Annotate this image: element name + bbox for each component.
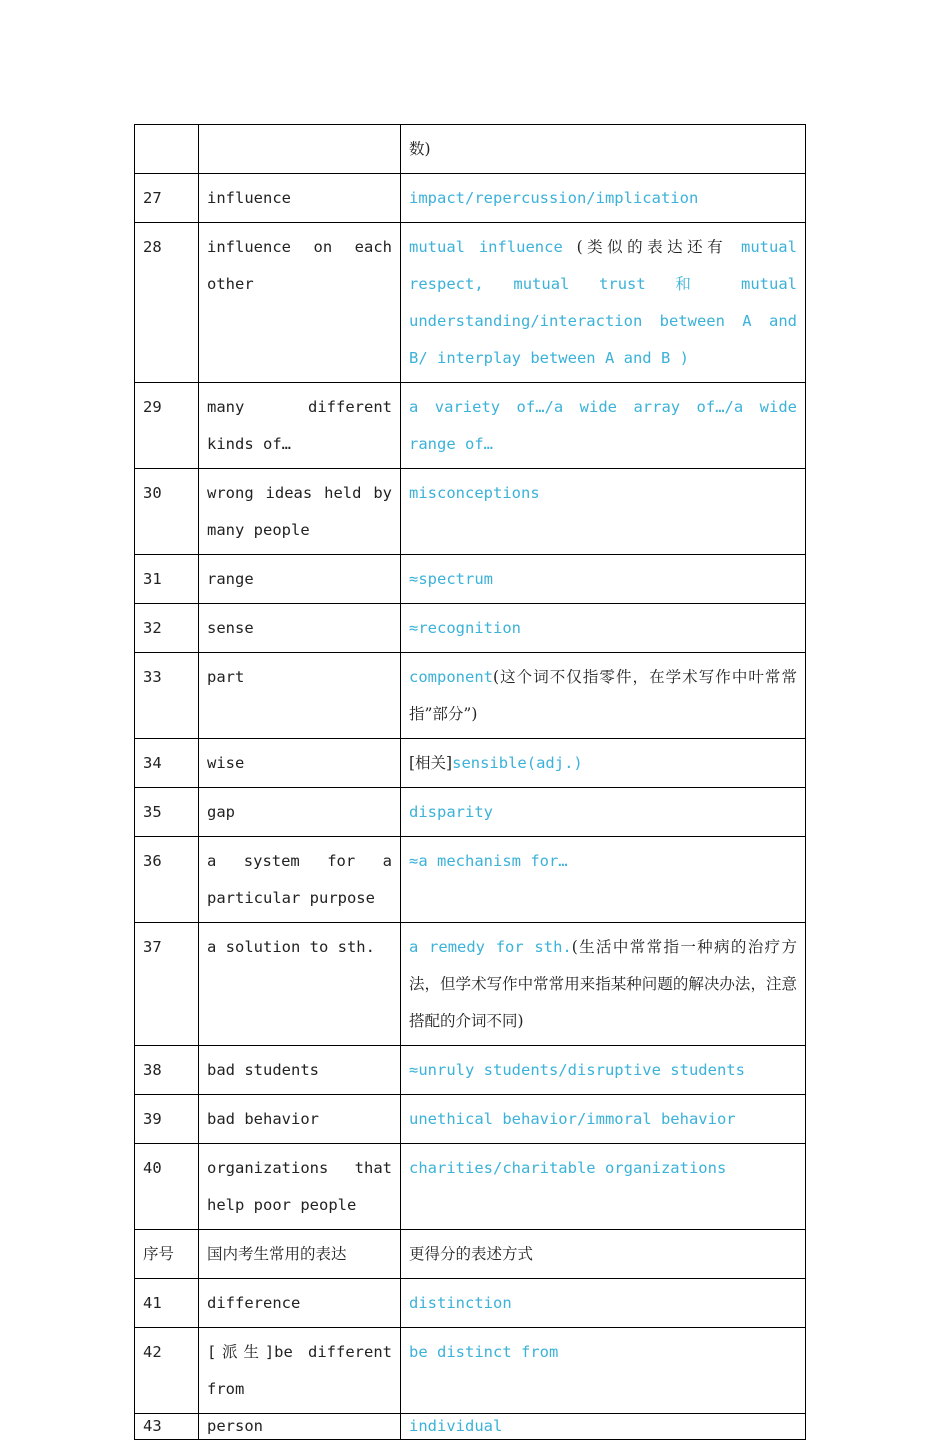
note-text: (类似的表达还有 <box>576 238 728 256</box>
common-expression: difference <box>199 1279 401 1328</box>
note-text: (生活中常常指一种病的治疗方法，但学术写作中常常用来指某种问题的解决办法，注意搭配的介词不同) <box>409 938 797 1030</box>
better-text: component <box>409 668 493 686</box>
better-expression <box>401 1414 806 1440</box>
common-expression: sense <box>199 604 401 653</box>
better-expression <box>401 125 806 174</box>
better-text: misconceptions <box>409 484 540 502</box>
better-expression <box>401 739 806 788</box>
table-row <box>135 383 806 469</box>
better-expression <box>401 555 806 604</box>
better-expression <box>401 1046 806 1095</box>
table-row <box>135 223 806 383</box>
row-number: 27 <box>135 174 199 223</box>
row-number: 35 <box>135 788 199 837</box>
better-expression <box>401 604 806 653</box>
better-expression <box>401 174 806 223</box>
table-row <box>135 923 806 1046</box>
row-number: 38 <box>135 1046 199 1095</box>
common-expression: a system for a particular purpose <box>199 837 401 923</box>
common-expression: wise <box>199 739 401 788</box>
table-row <box>135 653 806 739</box>
better-text: sensible(adj.) <box>452 754 583 772</box>
row-number: 29 <box>135 383 199 469</box>
common-expression: influence on each other <box>199 223 401 383</box>
table-row <box>135 604 806 653</box>
better-text: a variety of…/a wide array of…/a wide range of… <box>409 398 797 453</box>
better-expression <box>401 223 806 383</box>
row-number <box>135 125 199 174</box>
better-text: distinction <box>409 1294 512 1312</box>
better-text: ≈a mechanism for… <box>409 852 568 870</box>
row-number: 34 <box>135 739 199 788</box>
better-text: disparity <box>409 803 493 821</box>
common-expression: bad behavior <box>199 1095 401 1144</box>
row-number: 28 <box>135 223 199 383</box>
better-text: ≈recognition <box>409 619 521 637</box>
better-expression <box>401 1279 806 1328</box>
common-expression: [派生]be different from <box>199 1328 401 1414</box>
row-number: 37 <box>135 923 199 1046</box>
row-number: 40 <box>135 1144 199 1230</box>
table-row <box>135 837 806 923</box>
better-expression <box>401 788 806 837</box>
better-text: ≈unruly students/disruptive students <box>409 1061 745 1079</box>
better-text: impact/repercussion/implication <box>409 189 699 207</box>
table-row <box>135 1095 806 1144</box>
table-row <box>135 174 806 223</box>
table-row <box>135 1279 806 1328</box>
header-common-expression: 国内考生常用的表达 <box>199 1230 401 1279</box>
better-text: individual <box>409 1417 503 1435</box>
better-text: ≈spectrum <box>409 570 493 588</box>
row-number: 32 <box>135 604 199 653</box>
row-number: 39 <box>135 1095 199 1144</box>
common-expression: part <box>199 653 401 739</box>
better-expression <box>401 1095 806 1144</box>
table-row <box>135 788 806 837</box>
better-text: mutual influence <box>409 238 577 256</box>
header-better-expression: 更得分的表述方式 <box>401 1230 806 1279</box>
table-row <box>135 469 806 555</box>
note-text: (这个词不仅指零件，在学术写作中叶常常指”部分”) <box>409 668 797 723</box>
row-number: 42 <box>135 1328 199 1414</box>
row-number: 31 <box>135 555 199 604</box>
better-text-continued: mutual respect, mutual trust 和 mutual understanding/interaction between A and B/ interplay between A and B ) <box>409 238 797 367</box>
better-expression <box>401 383 806 469</box>
header-number: 序号 <box>135 1230 199 1279</box>
common-expression: many different kinds of… <box>199 383 401 469</box>
table-row <box>135 1328 806 1414</box>
note-text: 数) <box>409 140 431 158</box>
table-row <box>135 1414 806 1440</box>
row-number: 30 <box>135 469 199 555</box>
common-expression: wrong ideas held by many people <box>199 469 401 555</box>
common-expression: a solution to sth. <box>199 923 401 1046</box>
better-expression <box>401 837 806 923</box>
better-expression <box>401 923 806 1046</box>
common-expression: influence <box>199 174 401 223</box>
table-row <box>135 1144 806 1230</box>
row-number: 36 <box>135 837 199 923</box>
better-text: a remedy for sth. <box>409 938 572 956</box>
table-row <box>135 1046 806 1095</box>
common-expression: bad students <box>199 1046 401 1095</box>
better-text: charities/charitable organizations <box>409 1159 727 1177</box>
row-number: 43 <box>135 1414 199 1440</box>
row-number: 41 <box>135 1279 199 1328</box>
table-row <box>135 125 806 174</box>
table-row <box>135 555 806 604</box>
common-expression: organizations that help poor people <box>199 1144 401 1230</box>
table-header-row <box>135 1230 806 1279</box>
table-row <box>135 739 806 788</box>
better-expression <box>401 469 806 555</box>
better-expression <box>401 653 806 739</box>
row-number: 33 <box>135 653 199 739</box>
better-expression <box>401 1144 806 1230</box>
better-text: be distinct from <box>409 1343 559 1361</box>
common-expression: person <box>199 1414 401 1440</box>
better-expression <box>401 1328 806 1414</box>
vocabulary-table <box>134 124 806 1440</box>
common-expression <box>199 125 401 174</box>
common-expression: range <box>199 555 401 604</box>
better-text: unethical behavior/immoral behavior <box>409 1110 736 1128</box>
related-tag: [相关] <box>409 754 453 772</box>
common-expression: gap <box>199 788 401 837</box>
